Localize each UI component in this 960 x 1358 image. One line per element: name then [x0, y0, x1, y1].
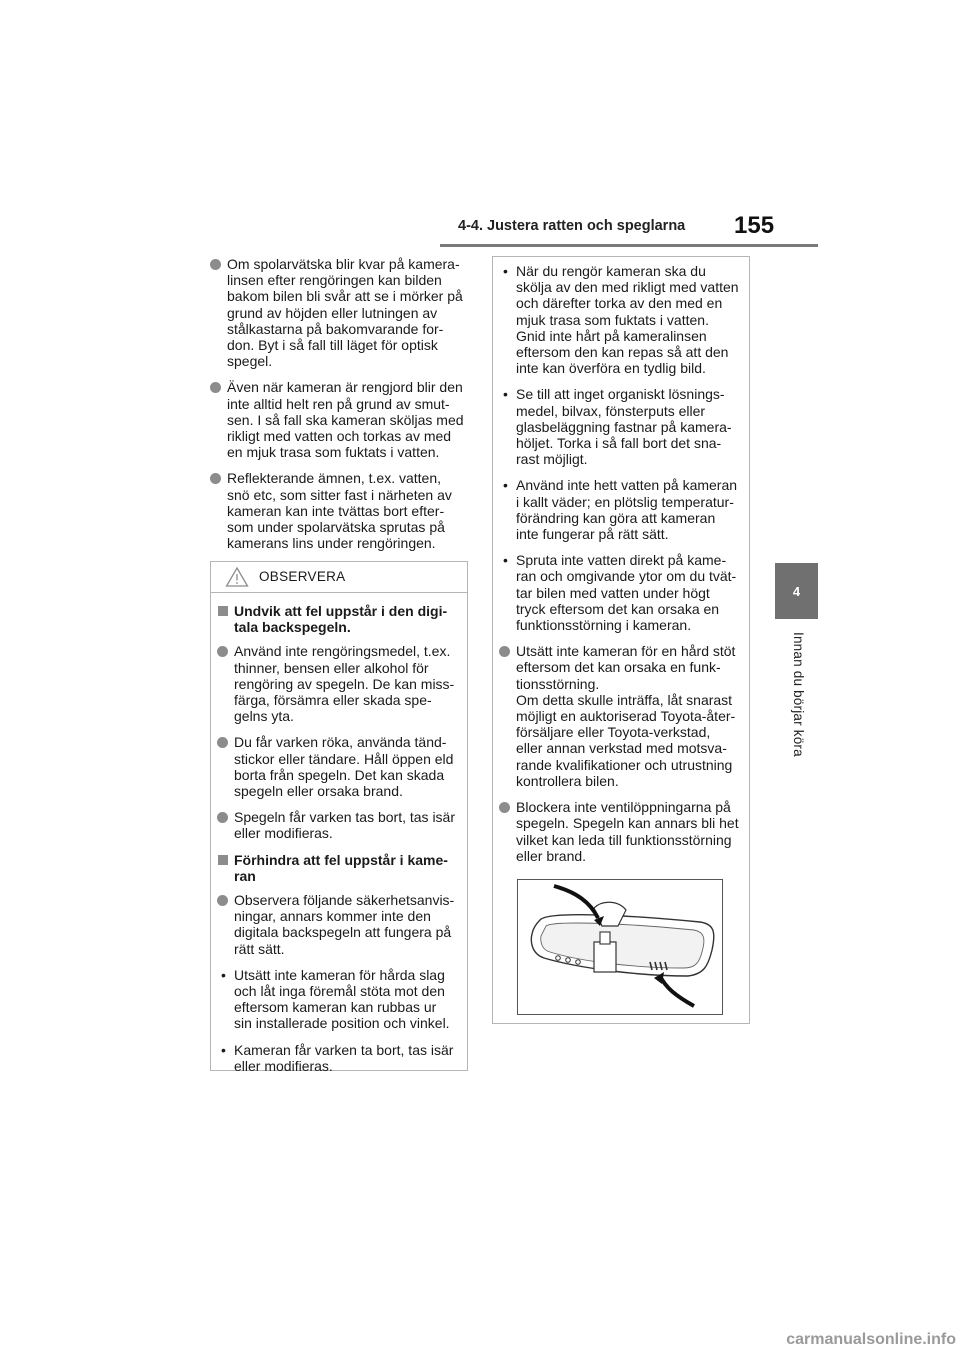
bullet-dot-icon	[210, 382, 221, 393]
list-item	[210, 470, 466, 551]
mirror-camera-icon	[518, 880, 722, 1014]
notice-section-title	[217, 852, 461, 884]
bullet-text: Du får varken röka, använda tänd- stickor eller tändare. Håll öppen eld borta från spegeln. Det kan skada spegeln eller orsaka brand.	[234, 734, 454, 800]
mirror-illustration	[517, 879, 723, 1015]
bullet-dot-icon	[217, 812, 228, 823]
list-item	[217, 892, 461, 957]
list-item	[499, 477, 743, 542]
bullet-text: Även när kameran är rengjord blir den inte alltid helt ren på grund av smut- sen. I så fall ska kameran sköljas med rikligt med vatten och torkas av med en mjuk trasa som fuktats i vatten.	[227, 379, 464, 461]
bullet-text: Spruta inte vatten direkt på kame- ran och omgivande ytor om du tvät- tar bilen med vatten under högt tryck eftersom det kan orsaka en funktionsstörning i kameran.	[516, 552, 737, 634]
square-bullet-icon	[218, 606, 228, 616]
bullet-text: Blockera inte ventilöppningarna på spegeln. Spegeln kan annars bli het vilket kan leda till funktionsstörning eller brand.	[516, 799, 739, 864]
bullet-text: Kameran får varken ta bort, tas isär eller modifieras.	[234, 1041, 454, 1074]
header-rule	[440, 244, 818, 247]
bullet-text: Om spolarvätska blir kvar på kamera- linsen efter rengöringen kan bilden bakom bilen bli svår att se i mörker på grund av höjden eller lutningen av stålkastarna på bakomvarande for- don. Byt i så fall till läget för optisk spegel.	[227, 256, 463, 370]
section-title-text: Förhindra att fel uppstår i kame- ran	[234, 851, 448, 884]
notice-body	[211, 593, 467, 1074]
list-item	[217, 734, 461, 799]
bullet-text: Reflekterande ämnen, t.ex. vatten, snö etc, som sitter fast i närheten av kameran kan inte tvättas bort efter- som under spolarvätska sprutas på kamerans lins under rengöringen.	[227, 470, 452, 552]
bullet-text: Spegeln får varken tas bort, tas isär eller modifieras.	[234, 809, 455, 842]
bullet-dot-icon	[499, 646, 510, 657]
dash-bullet-icon: •	[503, 552, 508, 569]
dash-bullet-icon: •	[221, 1041, 226, 1058]
notice-header	[211, 562, 467, 593]
list-item	[217, 809, 461, 841]
notice-section-title	[217, 603, 461, 635]
bullet-dot-icon	[499, 802, 510, 813]
list-item	[499, 552, 743, 633]
list-item	[499, 643, 743, 789]
section-title-text: Undvik att fel uppstår i den digi- tala backspegeln.	[234, 603, 448, 636]
notice-box	[210, 561, 468, 1074]
bullet-dot-icon	[217, 737, 228, 748]
bullet-text: Utsätt inte kameran för en hård stöt eftersom det kan orsaka en funk- tionsstörning. Om detta skulle inträffa, låt snarast möjligt en auktoriserad Toyota-åter- försäljare eller Toyota-verkstad, eller annan verkstad med motsva- rande kvalifikationer och utrustning kontrollera bilen.	[516, 643, 736, 789]
bullet-text: Observera följande säkerhetsanvis- ningar, annars kommer inte den digitala backspegeln att fungera på rätt sätt.	[234, 892, 455, 957]
list-item	[499, 799, 743, 864]
chapter-number: 4	[792, 583, 801, 599]
bullet-dot-icon	[210, 259, 221, 270]
watermark: carmanualsonline.info	[786, 1331, 956, 1348]
warning-triangle-icon	[225, 566, 249, 588]
bullet-text: Utsätt inte kameran för hårda slag och låt inga föremål stöta mot den eftersom kameran kan rubbas ur sin installerade position och vinkel.	[234, 966, 450, 1032]
list-item	[210, 379, 466, 460]
dash-bullet-icon: •	[221, 966, 226, 983]
left-column	[210, 256, 466, 561]
notice-heading: OBSERVERA	[259, 569, 346, 584]
list-item	[217, 643, 461, 724]
dash-bullet-icon: •	[503, 263, 508, 279]
list-item	[499, 263, 743, 376]
page-number: 155	[734, 212, 775, 239]
dash-bullet-icon: •	[503, 386, 508, 403]
bullet-text: Se till att inget organiskt lösnings- medel, bilvax, fönsterputs eller glasbeläggning fastnar på kamera- höljet. Torka i så fall bort det sna- rast möjligt.	[516, 386, 732, 468]
bullet-dot-icon	[210, 473, 221, 484]
bullet-text: När du rengör kameran ska du skölja av den med rikligt med vatten och därefter torka av den med en mjuk trasa som fuktats i vatten. Gnid inte hårt på kameralinsen eftersom den kan repas så att den inte kan överföra en tydlig bild.	[516, 263, 739, 377]
list-item	[217, 967, 461, 1032]
bullet-text: Använd inte hett vatten på kameran i kallt väder; en plötslig temperatur- förändring kan göra att kameran inte fungerar på rätt sätt.	[516, 477, 738, 543]
square-bullet-icon	[218, 855, 228, 865]
bullet-text: Använd inte rengöringsmedel, t.ex. thinner, bensen eller alkohol för rengöring av spegeln. De kan miss- färga, försämra eller skada spe- gelns yta.	[234, 643, 455, 725]
dash-bullet-icon: •	[503, 477, 508, 494]
bullet-dot-icon	[217, 895, 228, 906]
list-item	[217, 1042, 461, 1074]
list-item	[499, 386, 743, 467]
list-item	[210, 256, 466, 369]
chapter-title: Innan du börjar köra	[791, 632, 806, 757]
bullet-dot-icon	[217, 646, 228, 657]
chapter-tab	[775, 563, 818, 619]
section-title: 4-4. Justera ratten och speglarna	[458, 218, 686, 234]
